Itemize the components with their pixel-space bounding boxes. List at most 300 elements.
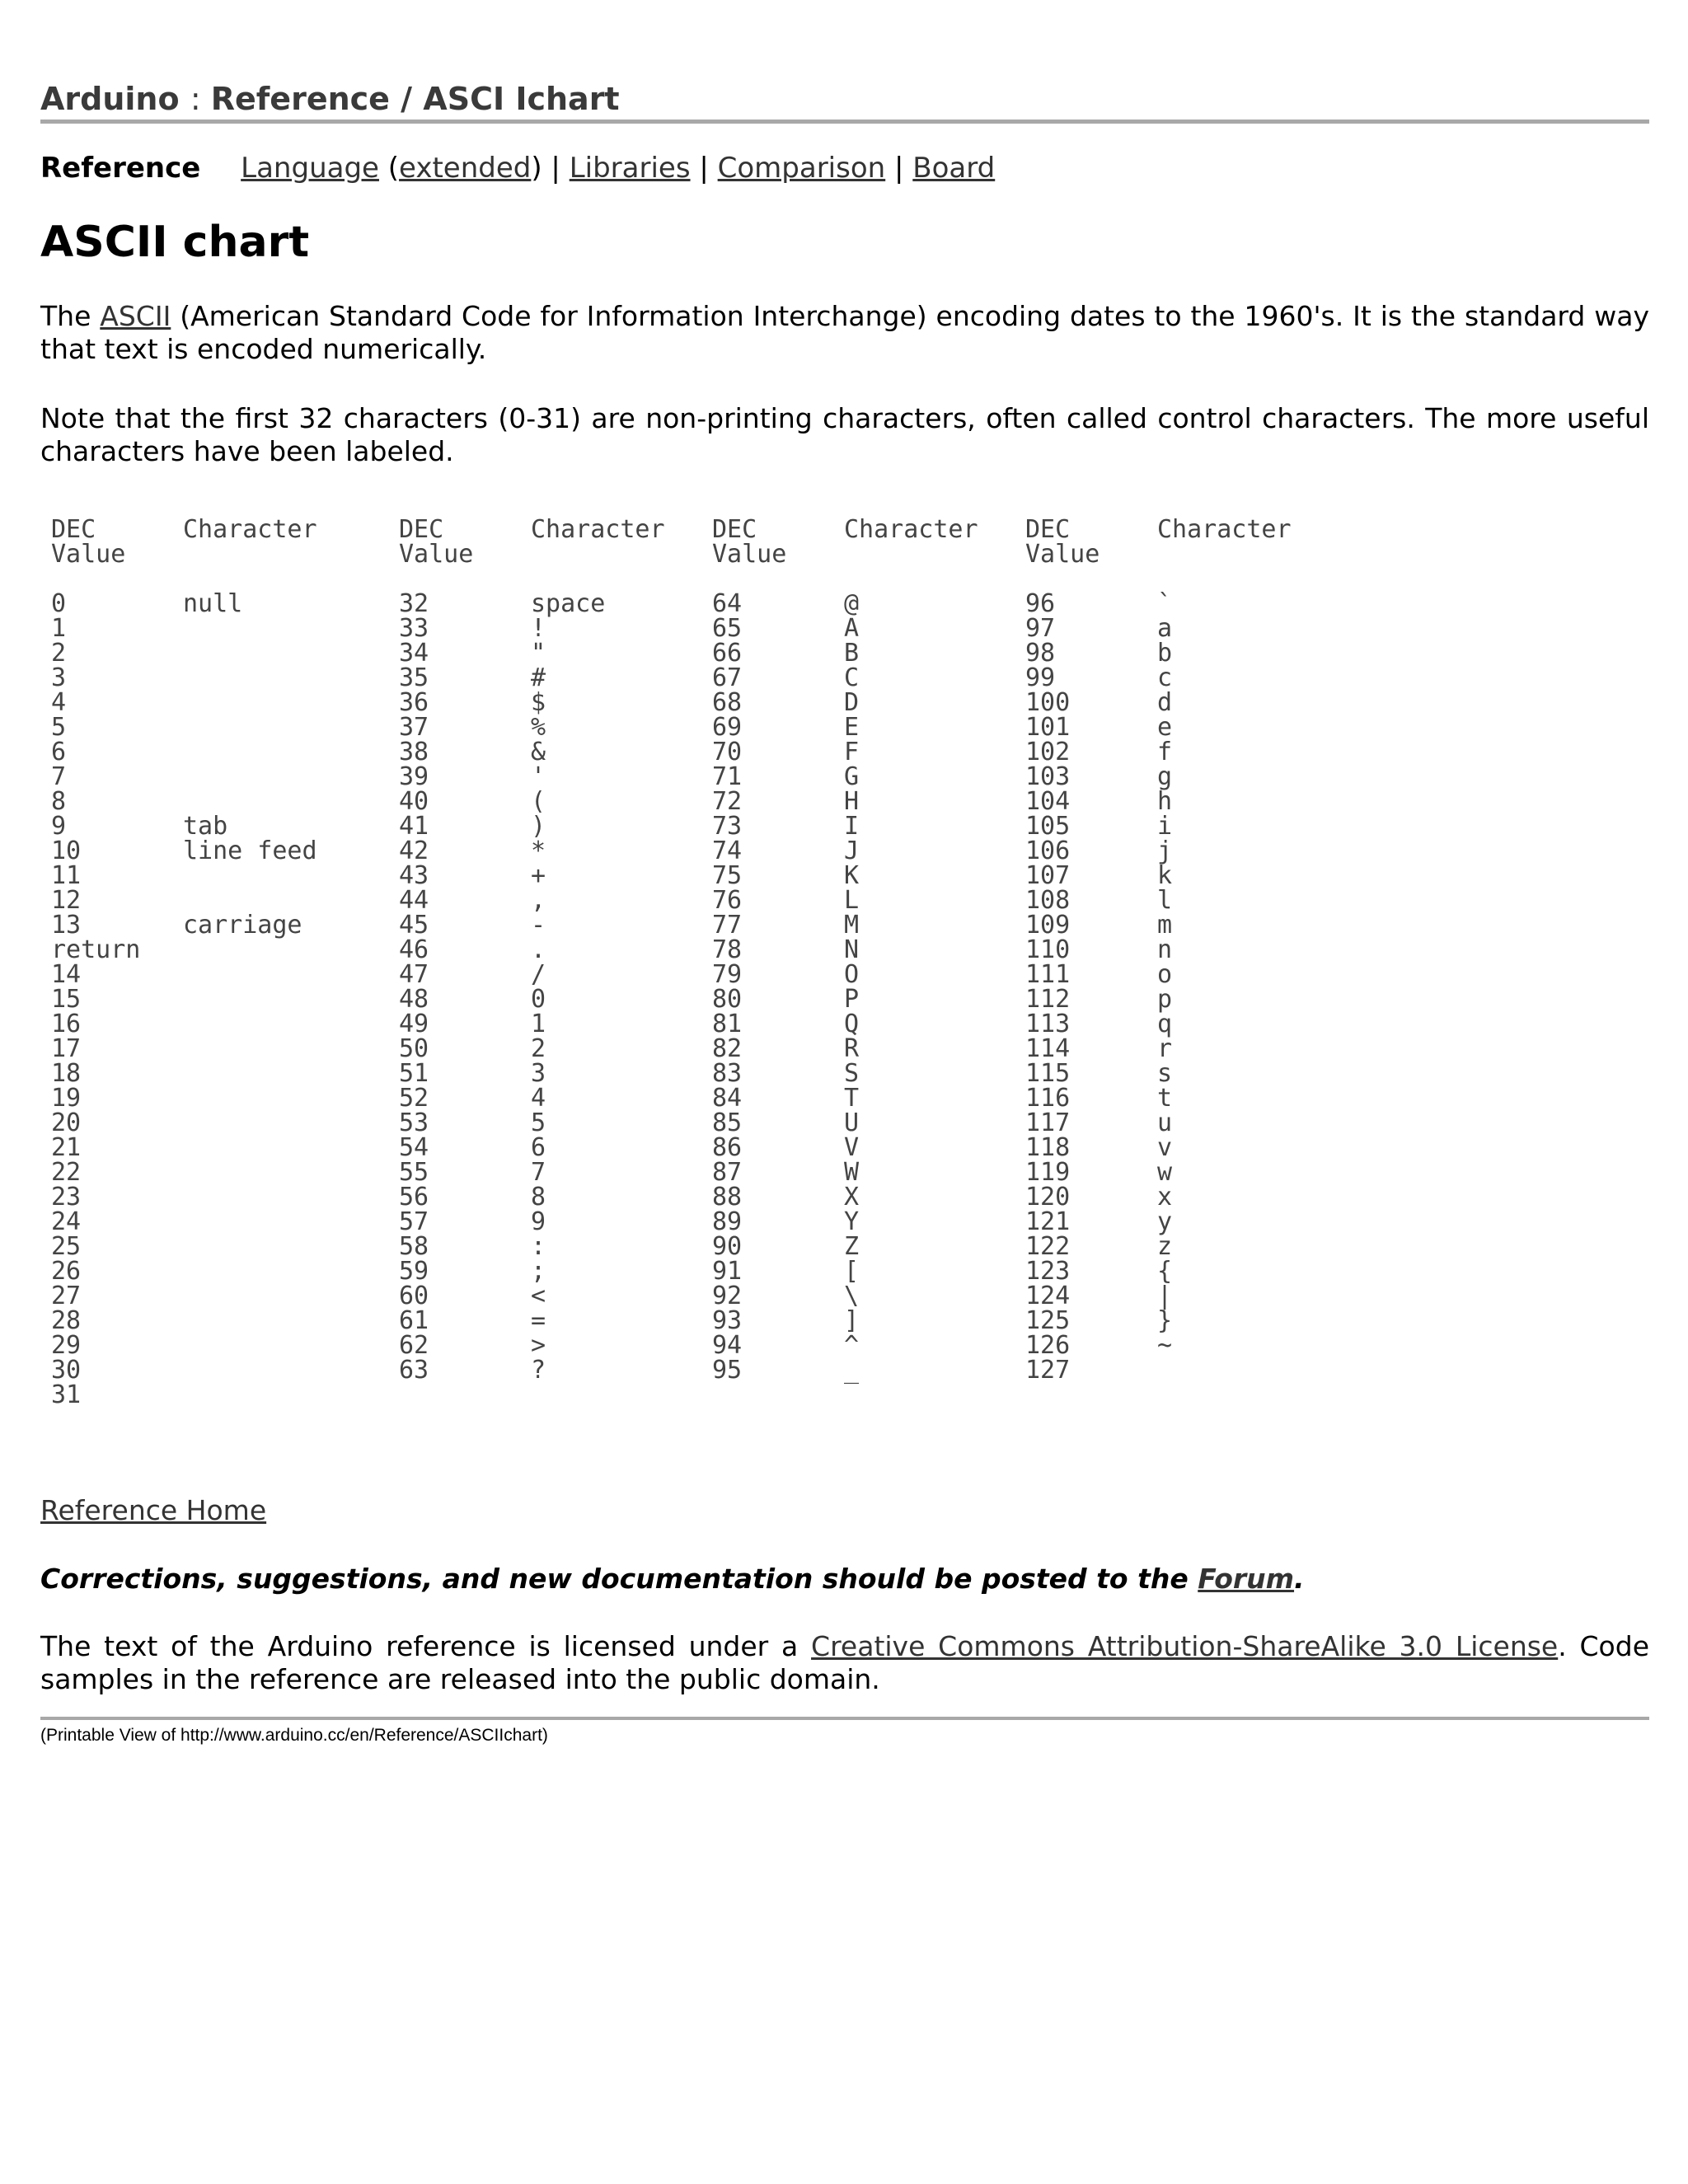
dec-cell: 78 bbox=[712, 935, 743, 964]
license-paragraph bbox=[40, 1630, 1649, 1696]
character-cell: d bbox=[1157, 688, 1173, 717]
character-cell bbox=[183, 1185, 317, 1210]
dec-cell: 97 bbox=[1025, 614, 1056, 643]
note-paragraph: Note that the first 32 characters (0-31) are non-printing characters, often called control characters. The more useful characters have been labeled. bbox=[40, 402, 1649, 467]
character-cell: space bbox=[531, 589, 606, 618]
corrections-text: Corrections, suggestions, and new documentation should be posted to the bbox=[40, 1563, 1198, 1595]
dec-cell: 123 bbox=[1025, 1257, 1071, 1286]
character-cell bbox=[183, 888, 317, 913]
dec-cell: 55 bbox=[399, 1158, 429, 1187]
character-cell: v bbox=[1157, 1133, 1173, 1162]
character-cell: r bbox=[1157, 1034, 1173, 1063]
character-cell: 0 bbox=[531, 985, 546, 1014]
character-cell: # bbox=[531, 663, 546, 692]
character-cell: ( bbox=[531, 787, 546, 816]
character-cell: _ bbox=[844, 1356, 860, 1385]
corrections-period: . bbox=[1294, 1563, 1305, 1595]
reference-nav bbox=[40, 152, 995, 185]
character-cell: 6 bbox=[531, 1133, 546, 1162]
character-cell: > bbox=[531, 1331, 546, 1360]
dec-cell: 121 bbox=[1025, 1207, 1071, 1236]
character-cell: a bbox=[1157, 614, 1173, 643]
dec-cell: 34 bbox=[399, 639, 429, 668]
nav-link-comparison[interactable]: Comparison bbox=[717, 152, 886, 185]
nav-title: Reference bbox=[40, 152, 201, 185]
character-cell: line feed bbox=[183, 837, 317, 865]
dec-cell: 126 bbox=[1025, 1331, 1071, 1360]
character-cell bbox=[183, 641, 317, 666]
dec-cell: 14 bbox=[51, 960, 82, 989]
character-cell: 7 bbox=[531, 1158, 546, 1187]
character-cell: Q bbox=[844, 1010, 860, 1038]
dec-cell: 7 bbox=[51, 762, 67, 791]
character-cell: ] bbox=[844, 1306, 860, 1335]
character-cell: i bbox=[1157, 812, 1173, 841]
character-cell: 9 bbox=[531, 1207, 546, 1236]
header-line: Value bbox=[1025, 540, 1100, 569]
character-cell bbox=[183, 1062, 317, 1086]
dec-cell: 1 bbox=[51, 614, 67, 643]
dec-cell: 47 bbox=[399, 960, 429, 989]
dec-cell: 72 bbox=[712, 787, 743, 816]
dec-cell: 124 bbox=[1025, 1282, 1071, 1310]
dec-column bbox=[51, 589, 141, 1409]
dec-cell: 102 bbox=[1025, 738, 1071, 766]
character-column bbox=[183, 589, 317, 1408]
character-cell bbox=[183, 987, 317, 1012]
dec-cell: 16 bbox=[51, 1010, 82, 1038]
ascii-link[interactable]: ASCII bbox=[100, 300, 171, 332]
dec-column bbox=[399, 589, 429, 1385]
dec-cell: 17 bbox=[51, 1034, 82, 1063]
dec-cell: 51 bbox=[399, 1059, 429, 1088]
dec-cell: 32 bbox=[399, 589, 429, 618]
dec-cell: 70 bbox=[712, 738, 743, 766]
character-cell: , bbox=[531, 886, 546, 915]
dec-cell: 96 bbox=[1025, 589, 1056, 618]
dec-cell: 118 bbox=[1025, 1133, 1071, 1162]
footer-divider bbox=[40, 1717, 1649, 1720]
dec-cell: 11 bbox=[51, 861, 82, 890]
dec-cell: 31 bbox=[51, 1380, 82, 1409]
dec-cell: 48 bbox=[399, 985, 429, 1014]
dec-cell: 105 bbox=[1025, 812, 1071, 841]
dec-cell: 43 bbox=[399, 861, 429, 890]
character-cell: } bbox=[1157, 1306, 1173, 1335]
character-cell bbox=[1157, 1358, 1172, 1383]
character-cell: e bbox=[1157, 713, 1173, 742]
dec-cell: 76 bbox=[712, 886, 743, 915]
character-cell: [ bbox=[844, 1257, 860, 1286]
character-column bbox=[1157, 589, 1173, 1383]
character-cell bbox=[183, 864, 317, 888]
dec-cell: 22 bbox=[51, 1158, 82, 1187]
character-cell: . bbox=[531, 935, 546, 964]
character-cell bbox=[183, 1333, 317, 1358]
reference-home-link[interactable]: Reference Home bbox=[40, 1494, 267, 1526]
breadcrumb-page: ASCI Ichart bbox=[423, 81, 620, 117]
dec-cell: 106 bbox=[1025, 837, 1071, 865]
dec-cell: 64 bbox=[712, 589, 743, 618]
character-cell: B bbox=[844, 639, 860, 668]
character-cell: | bbox=[1157, 1282, 1173, 1310]
dec-cell: 21 bbox=[51, 1133, 82, 1162]
dec-cell: 8 bbox=[51, 787, 67, 816]
header-line: Value bbox=[399, 540, 474, 569]
character-cell bbox=[183, 1012, 317, 1037]
dec-cell: 26 bbox=[51, 1257, 82, 1286]
dec-value-header bbox=[712, 515, 787, 569]
dec-cell: 87 bbox=[712, 1158, 743, 1187]
header-line: DEC bbox=[1025, 515, 1071, 544]
dec-cell: 94 bbox=[712, 1331, 743, 1360]
character-cell bbox=[183, 1235, 317, 1259]
nav-link-extended[interactable]: extended bbox=[399, 152, 532, 185]
dec-cell: 12 bbox=[51, 886, 82, 915]
character-cell: G bbox=[844, 762, 860, 791]
dec-cell: 103 bbox=[1025, 762, 1071, 791]
dec-cell: 41 bbox=[399, 812, 429, 841]
character-column bbox=[844, 589, 860, 1385]
character-cell: null bbox=[183, 589, 243, 618]
character-cell: 5 bbox=[531, 1108, 546, 1137]
dec-cell: 29 bbox=[51, 1331, 82, 1360]
dec-cell: 37 bbox=[399, 713, 429, 742]
breadcrumb-section: Reference bbox=[210, 81, 390, 117]
character-cell: tab bbox=[183, 812, 228, 841]
dec-cell: 68 bbox=[712, 688, 743, 717]
character-cell: ^ bbox=[844, 1331, 860, 1360]
character-header: Character bbox=[1157, 515, 1292, 544]
intro-post: (American Standard Code for Information Interchange) encoding dates to the 1960's. It is the standard way that text is encoded numerically. bbox=[40, 300, 1649, 365]
dec-cell: 67 bbox=[712, 663, 743, 692]
character-cell: ; bbox=[531, 1257, 546, 1286]
dec-cell: 4 bbox=[51, 688, 67, 717]
dec-cell: 56 bbox=[399, 1183, 429, 1212]
character-cell: { bbox=[1157, 1257, 1173, 1286]
dec-cell: 63 bbox=[399, 1356, 429, 1385]
dec-cell: 108 bbox=[1025, 886, 1071, 915]
character-cell: ` bbox=[1157, 589, 1173, 618]
dec-cell: 25 bbox=[51, 1232, 82, 1261]
character-cell: P bbox=[844, 985, 860, 1014]
dec-cell: 100 bbox=[1025, 688, 1071, 717]
header-line: Value bbox=[712, 540, 787, 569]
character-cell: E bbox=[844, 713, 860, 742]
license-post: . Code samples in the reference are released into the public domain. bbox=[40, 1630, 1649, 1695]
character-cell: g bbox=[1157, 762, 1173, 791]
dec-cell: 111 bbox=[1025, 960, 1071, 989]
character-cell bbox=[183, 616, 317, 641]
dec-cell: 92 bbox=[712, 1282, 743, 1310]
character-cell bbox=[183, 1136, 317, 1160]
dec-cell: 84 bbox=[712, 1084, 743, 1113]
dec-cell: 44 bbox=[399, 886, 429, 915]
dec-cell: 62 bbox=[399, 1331, 429, 1360]
dec-cell: 5 bbox=[51, 713, 67, 742]
dec-cell: 52 bbox=[399, 1084, 429, 1113]
character-cell bbox=[183, 1086, 317, 1111]
dec-cell: 20 bbox=[51, 1108, 82, 1137]
dec-cell: 122 bbox=[1025, 1232, 1071, 1261]
nav-pipe: | bbox=[885, 152, 913, 185]
dec-value-header bbox=[51, 515, 126, 569]
dec-cell: 54 bbox=[399, 1133, 429, 1162]
character-cell: f bbox=[1157, 738, 1173, 766]
page-title: ASCII chart bbox=[40, 218, 310, 267]
dec-cell: 115 bbox=[1025, 1059, 1071, 1088]
character-cell: l bbox=[1157, 886, 1173, 915]
dec-cell: 99 bbox=[1025, 663, 1056, 692]
breadcrumb-site: Arduino bbox=[40, 81, 180, 117]
header-line: DEC bbox=[399, 515, 444, 544]
character-cell bbox=[183, 1259, 317, 1284]
character-cell: O bbox=[844, 960, 860, 989]
dec-cell: 116 bbox=[1025, 1084, 1071, 1113]
character-cell: L bbox=[844, 886, 860, 915]
character-cell bbox=[183, 790, 317, 814]
breadcrumb-separator: : bbox=[190, 81, 201, 117]
dec-cell: 3 bbox=[51, 663, 67, 692]
character-cell bbox=[183, 938, 317, 963]
dec-cell: 73 bbox=[712, 812, 743, 841]
character-column bbox=[531, 589, 606, 1385]
character-cell: o bbox=[1157, 960, 1173, 989]
dec-cell: 18 bbox=[51, 1059, 82, 1088]
character-cell: 4 bbox=[531, 1084, 546, 1113]
dec-cell: 85 bbox=[712, 1108, 743, 1137]
character-cell: Y bbox=[844, 1207, 860, 1236]
dec-cell: 71 bbox=[712, 762, 743, 791]
dec-cell: 38 bbox=[399, 738, 429, 766]
dec-column bbox=[712, 589, 743, 1385]
character-cell bbox=[183, 691, 317, 715]
dec-cell: 110 bbox=[1025, 935, 1071, 964]
character-cell: @ bbox=[844, 589, 860, 618]
dec-cell: 113 bbox=[1025, 1010, 1071, 1038]
dec-cell: 91 bbox=[712, 1257, 743, 1286]
dec-cell: 125 bbox=[1025, 1306, 1071, 1335]
dec-cell: return bbox=[51, 935, 141, 964]
dec-cell: 119 bbox=[1025, 1158, 1071, 1187]
header-line: DEC bbox=[712, 515, 757, 544]
character-cell: % bbox=[531, 713, 546, 742]
character-cell: C bbox=[844, 663, 860, 692]
character-cell bbox=[183, 1210, 317, 1235]
character-header: Character bbox=[183, 515, 317, 544]
header-line: DEC bbox=[51, 515, 96, 544]
nav-open-paren: ( bbox=[378, 152, 400, 185]
character-cell: j bbox=[1157, 837, 1173, 865]
character-cell: z bbox=[1157, 1232, 1173, 1261]
dec-cell: 10 bbox=[51, 837, 82, 865]
character-cell: + bbox=[531, 861, 546, 890]
character-cell: F bbox=[844, 738, 860, 766]
breadcrumb bbox=[40, 81, 620, 117]
character-cell: h bbox=[1157, 787, 1173, 816]
dec-cell: 80 bbox=[712, 985, 743, 1014]
dec-cell: 114 bbox=[1025, 1034, 1071, 1063]
dec-cell: 69 bbox=[712, 713, 743, 742]
dec-cell: 61 bbox=[399, 1306, 429, 1335]
dec-cell: 90 bbox=[712, 1232, 743, 1261]
dec-cell: 58 bbox=[399, 1232, 429, 1261]
dec-cell: 15 bbox=[51, 985, 82, 1014]
character-cell bbox=[183, 1037, 317, 1062]
dec-cell: 95 bbox=[712, 1356, 743, 1385]
dec-cell: 83 bbox=[712, 1059, 743, 1088]
character-cell: k bbox=[1157, 861, 1173, 890]
intro-pre: The bbox=[40, 300, 101, 332]
character-cell: U bbox=[844, 1108, 860, 1137]
breadcrumb-slash: / bbox=[401, 81, 413, 117]
dec-cell: 117 bbox=[1025, 1108, 1071, 1137]
dec-cell: 40 bbox=[399, 787, 429, 816]
character-cell: n bbox=[1157, 935, 1173, 964]
nav-link-board[interactable]: Board bbox=[912, 152, 996, 185]
dec-cell: 104 bbox=[1025, 787, 1071, 816]
dec-value-header bbox=[399, 515, 474, 569]
dec-cell: 9 bbox=[51, 812, 67, 841]
dec-cell: 74 bbox=[712, 837, 743, 865]
character-cell: y bbox=[1157, 1207, 1173, 1236]
dec-cell: 66 bbox=[712, 639, 743, 668]
character-cell: b bbox=[1157, 639, 1173, 668]
character-cell bbox=[183, 1111, 317, 1136]
character-cell: I bbox=[844, 812, 860, 841]
nav-link-libraries[interactable]: Libraries bbox=[569, 152, 691, 185]
character-cell: c bbox=[1157, 663, 1173, 692]
dec-cell: 53 bbox=[399, 1108, 429, 1137]
character-cell: V bbox=[844, 1133, 860, 1162]
license-link[interactable]: Creative Commons Attribution-ShareAlike 3.0 License bbox=[811, 1630, 1559, 1662]
character-cell: ? bbox=[531, 1356, 546, 1385]
character-cell: A bbox=[844, 614, 860, 643]
character-cell: & bbox=[531, 738, 546, 766]
dec-cell: 79 bbox=[712, 960, 743, 989]
dec-cell: 107 bbox=[1025, 861, 1071, 890]
dec-cell: 98 bbox=[1025, 639, 1056, 668]
character-cell: / bbox=[531, 960, 546, 989]
character-cell: R bbox=[844, 1034, 860, 1063]
character-cell: q bbox=[1157, 1010, 1173, 1038]
dec-cell: 42 bbox=[399, 837, 429, 865]
character-cell: 8 bbox=[531, 1183, 546, 1212]
dec-cell: 57 bbox=[399, 1207, 429, 1236]
dec-cell: 101 bbox=[1025, 713, 1071, 742]
character-cell bbox=[183, 765, 317, 790]
dec-cell: 86 bbox=[712, 1133, 743, 1162]
dec-cell: 49 bbox=[399, 1010, 429, 1038]
character-cell: m bbox=[1157, 911, 1173, 940]
character-cell: 1 bbox=[531, 1010, 546, 1038]
dec-cell: 0 bbox=[51, 589, 67, 618]
license-pre: The text of the Arduino reference is licensed under a bbox=[40, 1630, 812, 1662]
intro-paragraph bbox=[40, 300, 1649, 366]
nav-close-paren-pipe: ) | bbox=[531, 152, 570, 185]
character-cell: D bbox=[844, 688, 860, 717]
header-divider bbox=[40, 120, 1649, 124]
dec-cell: 46 bbox=[399, 935, 429, 964]
character-cell: \ bbox=[844, 1282, 860, 1310]
character-cell: = bbox=[531, 1306, 546, 1335]
character-header: Character bbox=[844, 515, 978, 544]
character-cell: T bbox=[844, 1084, 860, 1113]
dec-cell: 82 bbox=[712, 1034, 743, 1063]
character-cell: - bbox=[531, 911, 546, 940]
dec-cell: 112 bbox=[1025, 985, 1071, 1014]
character-cell bbox=[183, 1309, 317, 1333]
dec-cell: 109 bbox=[1025, 911, 1071, 940]
dec-cell: 93 bbox=[712, 1306, 743, 1335]
dec-cell: 28 bbox=[51, 1306, 82, 1335]
printable-view-note: (Printable View of http://www.arduino.cc/en/Reference/ASCIIchart) bbox=[40, 1726, 548, 1745]
forum-link[interactable]: Forum bbox=[1198, 1563, 1295, 1595]
nav-link-language[interactable]: Language bbox=[241, 152, 379, 185]
character-cell: N bbox=[844, 935, 860, 964]
character-cell: 3 bbox=[531, 1059, 546, 1088]
corrections-note bbox=[40, 1563, 1305, 1595]
character-header: Character bbox=[531, 515, 665, 544]
dec-cell: 59 bbox=[399, 1257, 429, 1286]
character-cell: ' bbox=[531, 762, 546, 791]
character-cell: " bbox=[531, 639, 546, 668]
dec-value-header bbox=[1025, 515, 1100, 569]
character-cell: u bbox=[1157, 1108, 1173, 1137]
character-cell: x bbox=[1157, 1183, 1173, 1212]
dec-cell: 19 bbox=[51, 1084, 82, 1113]
character-cell: w bbox=[1157, 1158, 1173, 1187]
dec-cell: 77 bbox=[712, 911, 743, 940]
character-cell: 2 bbox=[531, 1034, 546, 1063]
dec-cell: 30 bbox=[51, 1356, 82, 1385]
dec-cell: 50 bbox=[399, 1034, 429, 1063]
dec-cell: 23 bbox=[51, 1183, 82, 1212]
nav-pipe: | bbox=[690, 152, 718, 185]
dec-cell: 27 bbox=[51, 1282, 82, 1310]
dec-cell: 24 bbox=[51, 1207, 82, 1236]
character-cell: ) bbox=[531, 812, 546, 841]
character-cell bbox=[183, 740, 317, 765]
character-cell bbox=[183, 666, 317, 691]
dec-cell: 36 bbox=[399, 688, 429, 717]
dec-cell: 33 bbox=[399, 614, 429, 643]
character-cell bbox=[183, 715, 317, 740]
character-cell: ! bbox=[531, 614, 546, 643]
character-cell: S bbox=[844, 1059, 860, 1088]
dec-cell: 2 bbox=[51, 639, 67, 668]
dec-cell: 120 bbox=[1025, 1183, 1071, 1212]
character-cell: W bbox=[844, 1158, 860, 1187]
dec-cell: 35 bbox=[399, 663, 429, 692]
header-line: Value bbox=[51, 540, 126, 569]
dec-cell: 127 bbox=[1025, 1356, 1071, 1385]
dec-cell: 65 bbox=[712, 614, 743, 643]
character-cell: carriage bbox=[183, 911, 302, 940]
character-cell bbox=[183, 1284, 317, 1309]
character-cell: M bbox=[844, 911, 860, 940]
dec-cell: 75 bbox=[712, 861, 743, 890]
dec-cell: 89 bbox=[712, 1207, 743, 1236]
character-cell: * bbox=[531, 837, 546, 865]
character-cell: s bbox=[1157, 1059, 1173, 1088]
character-cell: K bbox=[844, 861, 860, 890]
character-cell: Z bbox=[844, 1232, 860, 1261]
character-cell bbox=[183, 1383, 317, 1408]
character-cell: : bbox=[531, 1232, 546, 1261]
dec-cell: 6 bbox=[51, 738, 67, 766]
dec-cell: 60 bbox=[399, 1282, 429, 1310]
